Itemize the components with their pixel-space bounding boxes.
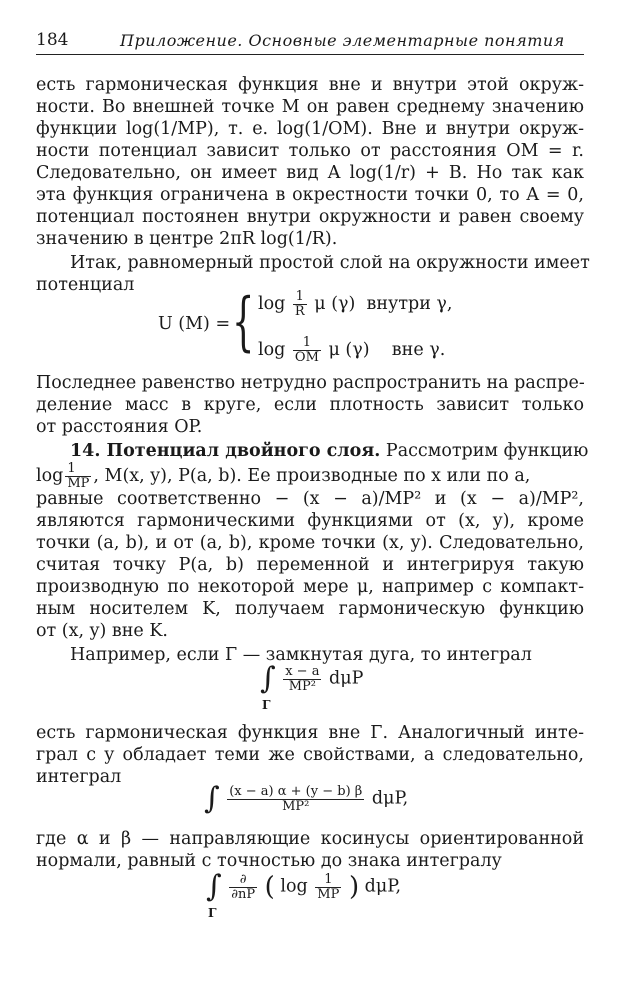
- formula-brace: {: [232, 285, 255, 359]
- integral-sign: ∫: [260, 661, 276, 696]
- text-line: потенциал постоянен внутри окружности и равен своему: [36, 207, 584, 227]
- text-line: Например, если Γ — замкнутая дуга, то интеграл: [70, 645, 532, 665]
- fraction-numerator: 1: [315, 873, 341, 888]
- text-line: значению в центре 2πR log(1/R).: [36, 229, 338, 249]
- text-line: ности потенциал зависит только от расстояния OM = r.: [36, 141, 584, 161]
- section-heading-rest: Рассмотрим функцию: [385, 441, 589, 461]
- text-line: есть гармоническая функция вне и внутри этой окруж-: [36, 75, 584, 95]
- text-line: от расстояния OP.: [36, 417, 203, 437]
- text-line: являются гармоническими функциями от (x, y), кроме: [36, 511, 584, 531]
- formula-tail: dμP: [329, 668, 364, 689]
- text-line: равные соответственно − (x − a)/MP² и (x − a)/MP²,: [36, 489, 584, 509]
- text-line: производную по некоторой мере μ, например с компакт-: [36, 577, 584, 597]
- fraction-numerator: x − a: [285, 663, 320, 679]
- text-line: [36, 462, 584, 491]
- integral-sign: ∫: [206, 869, 222, 904]
- text-line: ности. Во внешней точке M он равен среднему значению: [36, 97, 584, 117]
- formula-row: [258, 336, 445, 365]
- fraction-denominator: MP: [67, 476, 90, 491]
- fraction: [315, 873, 341, 902]
- formula-integral: [206, 869, 402, 904]
- fraction-denominator: MP²: [282, 798, 310, 814]
- text-fragment: , M(x, y), P(a, b). Ее производные по x или по a,: [93, 466, 531, 486]
- text-line: нормали, равный с точностью до знака интегралу: [36, 851, 502, 871]
- formula-condition: внутри γ,: [366, 294, 453, 314]
- formula-integral: [260, 661, 364, 696]
- formula-log: log: [258, 294, 286, 314]
- formula-mu: μ (γ): [328, 340, 370, 360]
- formula-log: log: [280, 876, 308, 897]
- text-line: есть гармоническая функция вне Γ. Аналогичный инте-: [36, 723, 584, 743]
- fraction-numerator: (x − a) α + (y − b) β: [229, 783, 363, 799]
- text-line: Следовательно, он имеет вид A log(1/r) + B. Но так как: [36, 163, 584, 183]
- running-title: Приложение. Основные элементарные понятия: [120, 31, 565, 50]
- fraction: [227, 785, 364, 814]
- fraction: [293, 290, 307, 319]
- paren-open: (: [264, 872, 275, 902]
- fraction-denominator: ∂nP: [231, 886, 256, 902]
- text-line: интеграл: [36, 767, 122, 787]
- integral-subscript: Γ: [208, 906, 217, 920]
- formula-lhs: U (M) =: [158, 314, 231, 334]
- formula-log: log: [258, 340, 286, 360]
- fraction: [229, 873, 257, 902]
- formula-tail: dμP,: [364, 876, 402, 897]
- section-heading-line: [70, 440, 589, 462]
- fraction-denominator: R: [294, 304, 305, 319]
- integral-sign: ∫: [204, 781, 220, 816]
- fraction-numerator: 1: [293, 290, 307, 305]
- fraction-denominator: MP²: [288, 678, 316, 694]
- fraction-denominator: MP: [317, 886, 340, 902]
- text-line: грал с y обладает теми же свойствами, а следовательно,: [36, 745, 584, 765]
- fraction-denominator: OM: [294, 350, 319, 365]
- fraction: [65, 462, 91, 491]
- page-header: [36, 30, 584, 55]
- text-line: от (x, y) вне K.: [36, 621, 168, 641]
- text-line: Последнее равенство нетрудно распространить на распре-: [36, 373, 585, 393]
- text-line: считая точку P(a, b) переменной и интегрируя такую: [36, 555, 584, 575]
- text-line: Итак, равномерный простой слой на окружности имеет: [70, 253, 590, 273]
- text-line: точки (a, b), и от (a, b), кроме точки (x, y). Следовательно,: [36, 533, 584, 553]
- formula-log: log: [36, 466, 64, 486]
- fraction: [283, 665, 321, 694]
- text-line: эта функция ограничена в окрестности точки 0, то A = 0,: [36, 185, 584, 205]
- fraction-numerator: ∂: [229, 873, 257, 888]
- formula-integral: [204, 781, 409, 816]
- fraction: [293, 336, 321, 365]
- integral-subscript: Γ: [262, 698, 271, 712]
- text-line: ным носителем K, получаем гармоническую функцию: [36, 599, 584, 619]
- text-line: где α и β — направляющие косинусы ориентированной: [36, 829, 584, 849]
- formula-mu: μ (γ): [314, 294, 356, 314]
- formula-tail: dμP,: [371, 788, 409, 809]
- text-line: деление масс в круге, если плотность зависит только: [36, 395, 584, 415]
- text-line: функции log(1/MP), т. е. log(1/OM). Вне и внутри окруж-: [36, 119, 584, 139]
- formula-condition: вне γ.: [391, 340, 446, 360]
- paren-close: ): [348, 872, 360, 902]
- page-number: 184: [36, 30, 69, 50]
- text-line: потенциал: [36, 275, 135, 295]
- fraction-numerator: 1: [65, 462, 91, 477]
- section-heading: 14. Потенциал двойного слоя.: [70, 441, 381, 461]
- formula-row: [258, 290, 452, 319]
- fraction-numerator: 1: [293, 336, 321, 351]
